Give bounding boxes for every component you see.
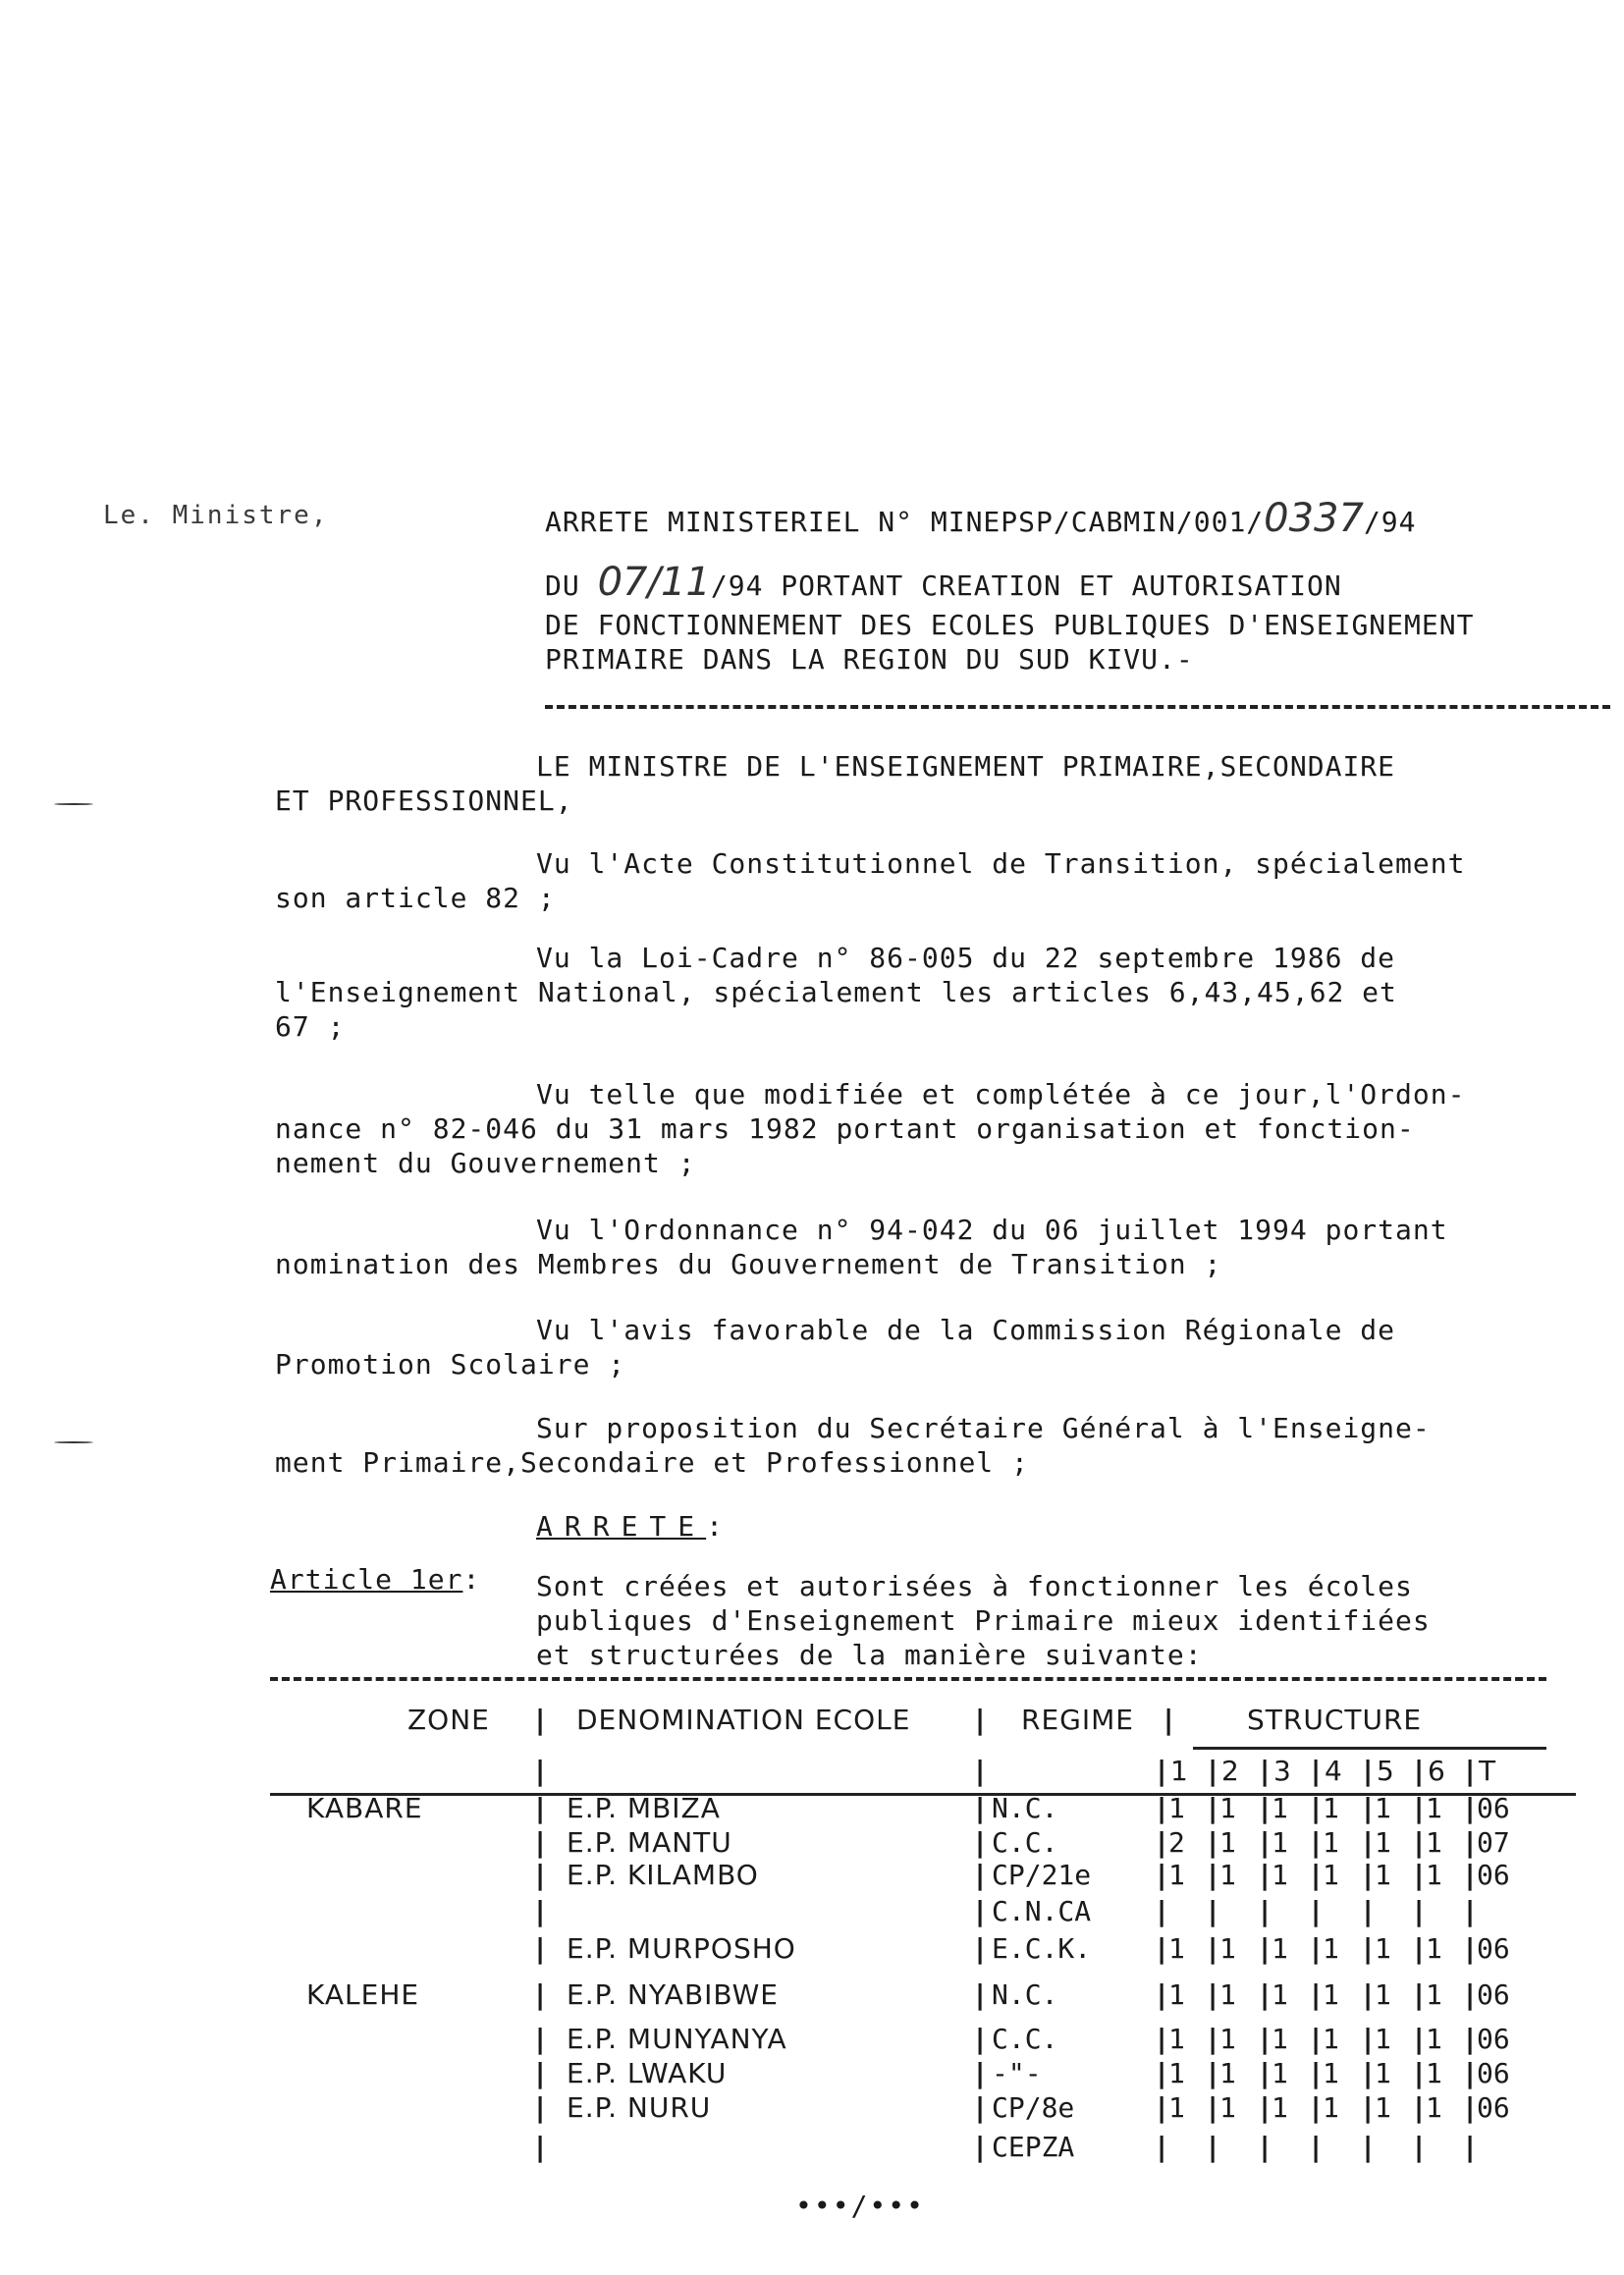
structure-cell: 06 [1477,2023,1510,2055]
structure-separator: | [1157,1826,1168,1859]
column-separator: | [975,1704,987,1736]
structure-cell: 1 [1375,1792,1391,1824]
structure-separator: | [1414,1755,1426,1787]
school-name-cell: E.P. MBIZA [567,1792,721,1824]
structure-separator: | [1208,1895,1219,1927]
structure-cell: 1 [1426,1978,1442,2011]
structure-separator: | [1363,1755,1375,1787]
structure-separator: | [1157,2057,1168,2089]
structure-separator: | [1157,2091,1168,2124]
structure-cell: 1 [1219,1978,1236,2011]
column-separator: | [975,1826,987,1859]
column-separator: | [975,2131,987,2163]
column-separator: | [535,1755,547,1787]
preamble-constitution: Vu l'Acte Constitutionnel de Transition, spécialement son article 82 ; [275,847,1466,914]
structure-separator: | [1208,2131,1219,2163]
structure-separator: | [1260,1859,1272,1891]
structure-separator: | [1414,1826,1426,1859]
structure-cell: 1 [1323,1932,1339,1965]
structure-separator: | [1363,1792,1375,1824]
zone-cell: KABARE [306,1792,423,1824]
structure-separator: | [1465,1755,1477,1787]
structure-cell: 1 [1219,2057,1236,2089]
structure-separator: | [1260,2057,1272,2089]
decree-number-prefix: ARRETE MINISTERIEL N° MINEPSP/CABMIN/001/ [545,506,1265,538]
school-name-cell: E.P. NURU [567,2091,712,2124]
structure-cell: 1 [1219,1792,1236,1824]
structure-separator: | [1363,1932,1375,1965]
structure-separator: | [1208,2091,1219,2124]
arrete-colon: : [706,1510,725,1543]
column-separator: | [975,1859,987,1891]
structure-cell: 1 [1323,1859,1339,1891]
preamble-commission: Vu l'avis favorable de la Commission Régionale de Promotion Scolaire ; [275,1314,1396,1381]
article-1-text: Sont créées et autorisées à fonctionner les écoles publiques d'Enseignement Primaire mieux identifiées et structurées de la manière suivante: [536,1570,1431,1671]
structure-separator: | [1208,2023,1219,2055]
structure-separator: | [1311,2091,1323,2124]
structure-separator: | [1414,1932,1426,1965]
school-name-cell: E.P. KILAMBO [567,1859,759,1891]
structure-cell: 1 [1375,2091,1391,2124]
structure-separator: | [1208,1978,1219,2011]
structure-cell: 1 [1219,2091,1236,2124]
column-separator: | [535,1895,547,1927]
structure-separator: | [1311,1859,1323,1891]
structure-cell: 1 [1168,1932,1185,1965]
structure-cell: 1 [1272,1978,1288,2011]
structure-cell: 06 [1477,1859,1510,1891]
preamble-ordonnance-82: Vu telle que modifiée et complétée à ce jour,l'Ordon- nance n° 82-046 du 31 mars 1982 portant organisation et fonction- nement du Gouvernement ; [275,1078,1466,1179]
decree-number-suffix: /94 [1363,506,1417,538]
structure-cell: 06 [1477,2057,1510,2089]
structure-cell: 1 [1168,1978,1185,2011]
regime-cell: C.C. [992,2023,1058,2055]
school-name-cell: E.P. MURPOSHO [567,1932,796,1965]
signature-block: Le. Ministre, [103,501,329,530]
structure-separator: | [1363,1826,1375,1859]
structure-cell: 1 [1426,1792,1442,1824]
column-separator: | [535,2091,547,2124]
article-1-label-wrap [270,1563,480,1596]
col-header-regime: REGIME [1021,1704,1134,1736]
structure-cell: 1 [1219,1932,1236,1965]
article-1-label: Article 1er [270,1563,463,1596]
structure-cell: 06 [1477,1932,1510,1965]
structure-cell: 06 [1477,2091,1510,2124]
structure-cell: 1 [1168,2023,1185,2055]
structure-separator: | [1157,1755,1168,1787]
column-separator: | [975,2057,987,2089]
preamble-ordonnance-94: Vu l'Ordonnance n° 94-042 du 06 juillet 1994 portant nomination des Membres du Gouvernement de Transition ; [275,1214,1448,1280]
structure-cell: 1 [1219,1859,1236,1891]
column-separator: | [1164,1704,1175,1736]
margin-mark [54,803,93,805]
decree-date-prefix: DU [545,569,580,602]
structure-col-header: T [1479,1755,1497,1787]
structure-col-header: 2 [1221,1755,1240,1787]
structure-separator: | [1363,2057,1375,2089]
structure-separator: | [1465,1826,1477,1859]
arrete-heading [536,1510,724,1543]
structure-cell: 06 [1477,1792,1510,1824]
decree-title-line4: PRIMAIRE DANS LA REGION DU SUD KIVU.- [545,643,1194,676]
table-top-divider [270,1677,1546,1681]
structure-separator: | [1311,1792,1323,1824]
decree-date-line [545,560,1342,605]
structure-separator: | [1311,1826,1323,1859]
handwritten-number: 0337 [1264,496,1364,541]
structure-cell: 1 [1426,1859,1442,1891]
column-separator: | [535,1792,547,1824]
margin-mark [54,1441,93,1443]
continuation-mark: •••/••• [795,2190,926,2222]
structure-col-header: 5 [1377,1755,1395,1787]
structure-separator: | [1260,1826,1272,1859]
decree-title-line3: DE FONCTIONNEMENT DES ECOLES PUBLIQUES D'ENSEIGNEMENT [545,609,1475,641]
structure-separator: | [1465,1978,1477,2011]
structure-cell: 1 [1375,1978,1391,2011]
structure-cell: 06 [1477,1978,1510,2011]
structure-cell: 1 [1272,2091,1288,2124]
structure-cell: 1 [1375,1932,1391,1965]
structure-cell: 1 [1323,2091,1339,2124]
structure-cell: 1 [1375,2023,1391,2055]
structure-separator: | [1414,2131,1426,2163]
arrete-title: ARRETE [536,1510,707,1543]
col-header-denomination: DENOMINATION ECOLE [576,1704,911,1736]
structure-separator: | [1208,1932,1219,1965]
column-separator: | [535,1932,547,1965]
school-name-cell: E.P. MUNYANYA [567,2023,787,2055]
structure-separator: | [1363,2023,1375,2055]
structure-cell: 1 [1272,1792,1288,1824]
structure-separator: | [1157,1932,1168,1965]
regime-cell: N.C. [992,1792,1058,1824]
structure-separator: | [1157,1859,1168,1891]
structure-separator: | [1465,2091,1477,2124]
structure-separator: | [1260,1792,1272,1824]
school-name-cell: E.P. LWAKU [567,2057,728,2089]
structure-separator: | [1414,1895,1426,1927]
header-divider [545,705,1610,709]
structure-separator: | [1311,2057,1323,2089]
decree-number-line [545,496,1417,541]
structure-separator: | [1260,1895,1272,1927]
structure-cell: 1 [1272,2023,1288,2055]
regime-cell: CP/21e [992,1859,1092,1891]
structure-separator: | [1363,2131,1375,2163]
structure-separator: | [1311,1978,1323,2011]
structure-separator: | [1157,1978,1168,2011]
column-separator: | [975,2091,987,2124]
structure-separator: | [1465,1932,1477,1965]
structure-separator: | [1208,2057,1219,2089]
structure-cell: 1 [1323,1826,1339,1859]
structure-cell: 1 [1272,1859,1288,1891]
school-name-cell: E.P. NYABIBWE [567,1978,779,2011]
structure-cell: 1 [1219,1826,1236,1859]
structure-separator: | [1260,1932,1272,1965]
structure-separator: | [1465,2023,1477,2055]
structure-cell: 1 [1168,2091,1185,2124]
structure-col-header: 1 [1170,1755,1189,1787]
structure-cell: 1 [1426,1826,1442,1859]
structure-col-header: 6 [1428,1755,1446,1787]
school-name-cell: E.P. MANTU [567,1826,732,1859]
structure-cell: 1 [1323,1792,1339,1824]
regime-cell: N.C. [992,1978,1058,2011]
structure-separator: | [1414,2023,1426,2055]
structure-separator: | [1363,1895,1375,1927]
regime-cell: CP/8e [992,2091,1075,2124]
preamble-loi-cadre: Vu la Loi-Cadre n° 86-005 du 22 septembre 1986 de l'Enseignement National, spécialement les articles 6,43,45,62 et 67 ; [275,942,1397,1043]
structure-cell: 1 [1375,1859,1391,1891]
structure-separator: | [1157,2023,1168,2055]
structure-cell: 1 [1323,1978,1339,2011]
regime-cell: -"- [992,2057,1042,2089]
handwritten-date: 07/11 [597,560,711,605]
structure-separator: | [1363,1859,1375,1891]
structure-separator: | [1311,2023,1323,2055]
structure-separator: | [1414,1792,1426,1824]
regime-cell: C.N.CA [992,1895,1092,1927]
structure-separator: | [1414,2057,1426,2089]
regime-cell: C.C. [992,1826,1058,1859]
zone-cell: KALEHE [306,1978,420,2011]
structure-separator: | [1311,1755,1323,1787]
structure-separator: | [1260,2131,1272,2163]
structure-separator: | [1465,1792,1477,1824]
structure-underline [1193,1747,1546,1750]
structure-separator: | [1157,2131,1168,2163]
structure-separator: | [1311,2131,1323,2163]
column-separator: | [975,1978,987,2011]
column-separator: | [975,1932,987,1965]
structure-separator: | [1363,2091,1375,2124]
preamble-minister: LE MINISTRE DE L'ENSEIGNEMENT PRIMAIRE,SECONDAIRE ET PROFESSIONNEL, [275,750,1396,817]
article-1-label-colon: : [462,1563,481,1596]
col-header-zone: ZONE [407,1704,490,1736]
structure-cell: 1 [1426,1932,1442,1965]
structure-col-header: 4 [1325,1755,1343,1787]
regime-cell: E.C.K. [992,1932,1092,1965]
column-separator: | [535,2023,547,2055]
column-separator: | [535,1704,547,1736]
structure-cell: 1 [1168,1859,1185,1891]
structure-cell: 1 [1272,1932,1288,1965]
structure-separator: | [1465,1895,1477,1927]
structure-separator: | [1465,1859,1477,1891]
structure-cell: 1 [1272,1826,1288,1859]
structure-cell: 1 [1323,2057,1339,2089]
structure-cell: 1 [1426,2091,1442,2124]
col-header-structure: STRUCTURE [1247,1704,1423,1736]
column-separator: | [975,1895,987,1927]
structure-cell: 1 [1375,1826,1391,1859]
structure-cell: 1 [1219,2023,1236,2055]
structure-separator: | [1414,1859,1426,1891]
structure-cell: 1 [1168,2057,1185,2089]
column-separator: | [975,1755,987,1787]
structure-col-header: 3 [1273,1755,1292,1787]
structure-separator: | [1157,1895,1168,1927]
structure-separator: | [1260,2023,1272,2055]
structure-cell: 2 [1168,1826,1185,1859]
structure-separator: | [1260,1978,1272,2011]
structure-separator: | [1157,1792,1168,1824]
preamble-proposition: Sur proposition du Secrétaire Général à l'Enseigne- ment Primaire,Secondaire et Professionnel ; [275,1412,1431,1479]
structure-separator: | [1414,1978,1426,2011]
structure-separator: | [1311,1932,1323,1965]
structure-cell: 1 [1426,2057,1442,2089]
column-separator: | [535,2057,547,2089]
structure-cell: 1 [1168,1792,1185,1824]
structure-separator: | [1260,1755,1272,1787]
column-separator: | [535,1826,547,1859]
structure-cell: 1 [1323,2023,1339,2055]
structure-separator: | [1208,1826,1219,1859]
structure-separator: | [1465,2131,1477,2163]
structure-cell: 07 [1477,1826,1510,1859]
structure-separator: | [1208,1792,1219,1824]
structure-separator: | [1260,2091,1272,2124]
structure-separator: | [1208,1755,1219,1787]
regime-cell: CEPZA [992,2131,1075,2163]
structure-cell: 1 [1375,2057,1391,2089]
structure-separator: | [1363,1978,1375,2011]
decree-date-suffix: /94 PORTANT CREATION ET AUTORISATION [710,569,1342,602]
structure-separator: | [1208,1859,1219,1891]
column-separator: | [535,2131,547,2163]
column-separator: | [535,1978,547,2011]
column-separator: | [975,2023,987,2055]
structure-separator: | [1414,2091,1426,2124]
structure-separator: | [1311,1895,1323,1927]
structure-cell: 1 [1426,2023,1442,2055]
structure-cell: 1 [1272,2057,1288,2089]
column-separator: | [535,1859,547,1891]
structure-separator: | [1465,2057,1477,2089]
column-separator: | [975,1792,987,1824]
